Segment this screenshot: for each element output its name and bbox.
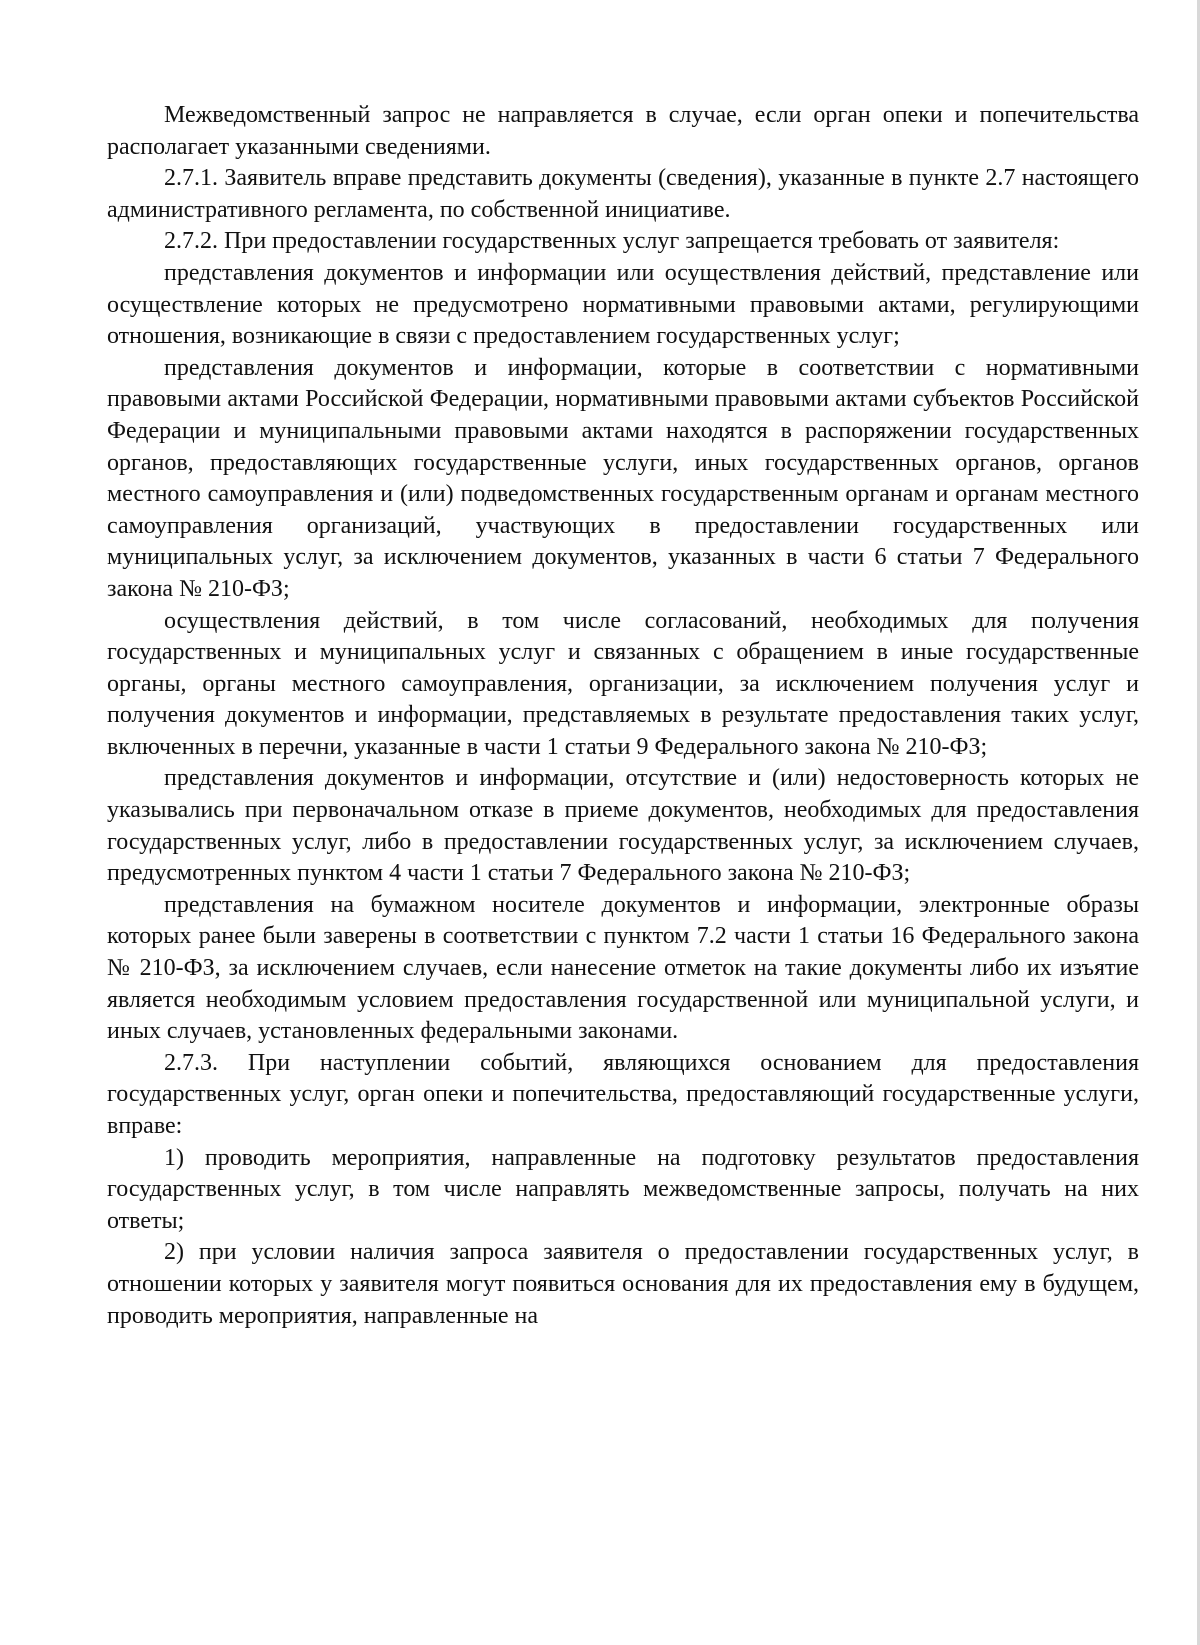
paragraph-prohibition-3: осуществления действий, в том числе согласований, необходимых для получения государственных и муниципальных услуг и связанных с обращением в иные государственные органы, органы местного самоуправления, организации, за исключением получения услуг и получения документов и информации, представляемых в результате предоставления таких услуг, включенных в перечни, указанные в части 1 статьи 9 Федерального закона № 210-ФЗ; [107, 607, 1139, 760]
document-body [107, 100, 1139, 1332]
paragraph-prohibition-4: представления документов и информации, отсутствие и (или) недостоверность которых не указывались при первоначальном отказе в приеме документов, необходимых для предоставления государственных услуг, либо в предоставлении государственных услуг, за исключением случаев, предусмотренных пунктом 4 части 1 статьи 7 Федерального закона № 210-ФЗ; [107, 765, 1139, 887]
paragraph-prohibition-1: представления документов и информации или осуществления действий, представление или осуществление которых не предусмотрено нормативными правовыми актами, регулирующими отношения, возникающие в связи с предоставлением государственных услуг; [107, 259, 1139, 350]
paragraph-prohibition-2: представления документов и информации, которые в соответствии с нормативными правовыми актами Российской Федерации, нормативными правовыми актами субъектов Российской Федерации и муниципальными правовыми актами находятся в распоряжении государственных органов, предоставляющих государственные услуги, иных государственных органов, органов местного самоуправления и (или) подведомственных государственным органам и органам местного самоуправления организаций, участвующих в предоставлении государственных или муниципальных услуг, за исключением документов, указанных в части 6 статьи 7 Федерального закона № 210-ФЗ; [107, 354, 1139, 602]
paragraph-item-2: 2) при условии наличия запроса заявителя о предоставлении государственных услуг, в отношении которых у заявителя могут появиться основания для их предоставления ему в будущем, проводить мероприятия, направленные на [107, 1239, 1139, 1329]
paragraph-prohibition-5: представления на бумажном носителе документов и информации, электронные образы которых ранее были заверены в соответствии с пунктом 7.2 части 1 статьи 16 Федерального закона № 210-ФЗ, за исключением случаев, если нанесение отметок на такие документы либо их изъятие является необходимым условием предоставления государственной или муниципальной услуги, и иных случаев, установленных федеральными законами. [107, 891, 1139, 1045]
paragraph-2-7-1: 2.7.1. Заявитель вправе представить документы (сведения), указанные в пункте 2.7 настоящего административного регламента, по собственной инициативе. [107, 165, 1139, 223]
paragraph-2-7-2: 2.7.2. При предоставлении государственных услуг запрещается требовать от заявителя: [164, 228, 1060, 255]
paragraph-item-1: 1) проводить мероприятия, направленные на подготовку результатов предоставления государственных услуг, в том числе направлять межведомственные запросы, получать на них ответы; [107, 1144, 1139, 1234]
paragraph-2-7-3: 2.7.3. При наступлении событий, являющихся основанием для предоставления государственных услуг, орган опеки и попечительства, предоставляющий государственные услуги, вправе: [107, 1049, 1139, 1139]
paragraph-interagency-request: Межведомственный запрос не направляется в случае, если орган опеки и попечительства располагает указанными сведениями. [107, 102, 1139, 160]
